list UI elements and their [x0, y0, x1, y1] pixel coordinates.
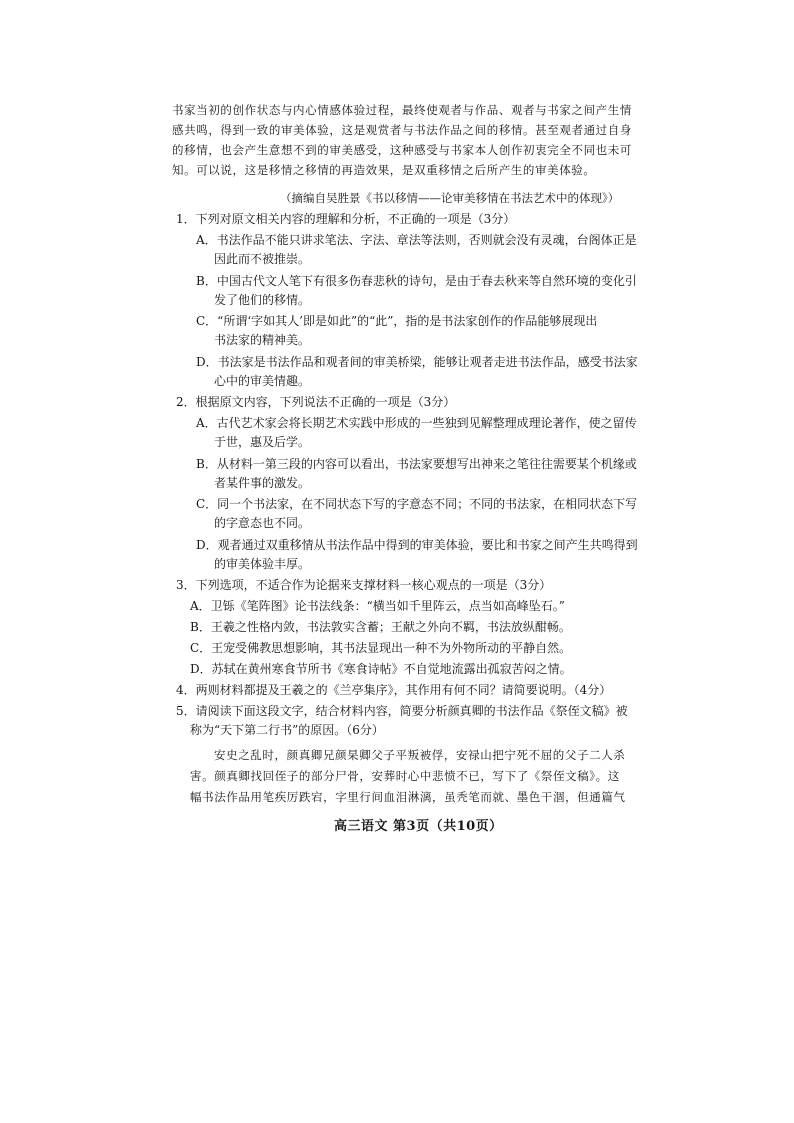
question-5-stem: 5．请阅读下面这段文字，结合材料内容，简要分析颜真卿的书法作品《祭侄文稿》被	[176, 704, 628, 718]
q2-option-d-line1: D．观者通过双重移情从书法作品中得到的审美体验，要比和书家之间产生共鸣得到	[196, 538, 638, 552]
q3-option-a: A．卫铄《笔阵图》论书法线条：“横当如千里阵云，点当如高峰坠石。”	[190, 599, 565, 613]
page-footer: 高三语文 第3页（共10页）	[334, 819, 503, 834]
question-1-stem: 1．下列对原文相关内容的理解和分析，不正确的一项是（3分）	[176, 212, 516, 226]
q2-option-c-line1: C．同一个书法家，在不同状态下写的字意态不同；不同的书法家，在相同状态下写	[196, 497, 638, 511]
q1-option-c-line2: 书法家的精神美。	[214, 333, 311, 347]
q2-option-d-line2: 的审美体验丰厚。	[214, 557, 311, 571]
q1-option-d-line2: 心中的审美情趣。	[214, 374, 311, 388]
q1-option-a-line2: 因此而不被推崇。	[214, 252, 311, 266]
question-3-stem: 3．下列选项，不适合作为论据来支撑材料一核心观点的一项是（3分）	[176, 578, 552, 592]
q1-option-b-line1: B．中国古代文人笔下有很多伤春悲秋的诗句，是由于春去秋来等自然环境的变化引	[196, 274, 637, 288]
q3-option-d: D．苏轼在黄州寒食节所书《寒食诗帖》不自觉地流露出孤寂苦闷之情。	[190, 662, 572, 676]
q3-option-c: C．王宠受佛教思想影响，其书法显现出一种不为外物所动的平静自然。	[190, 641, 572, 655]
excerpt-line: 幅书法作品用笔疾厉跌宕，字里行间血泪淋漓，虽秃笔而就、墨色干涸，但通篇气	[190, 790, 626, 804]
passage-line: 感共鸣，得到一致的审美体验，这是观赏者与书法作品之间的移情。甚至观者通过自身	[172, 123, 632, 137]
passage-source: （摘编自吴胜景《书以移情——论审美移情在书法艺术中的体现》）	[280, 191, 620, 205]
question-4-stem: 4．两则材料都提及王羲之的《兰亭集序》，其作用有何不同？请简要说明。（4分）	[176, 683, 612, 697]
question-2-stem: 2．根据原文内容，下列说法不正确的一项是（3分）	[176, 395, 456, 409]
excerpt-line: 安史之乱时，颜真卿兄颜杲卿父子平叛被俘，安禄山把宁死不屈的父子二人杀	[214, 748, 626, 762]
q2-option-a-line2: 于世，惠及后学。	[214, 435, 311, 449]
passage-line: 知。可以说，这是移情之移情的再造效果，是双重移情之后所产生的审美体验。	[172, 163, 596, 177]
passage-line: 的移情，也会产生意想不到的审美感受，这种感受与书家本人创作初衷完全不同也未可	[172, 143, 632, 157]
q1-option-d-line1: D．书法家是书法作品和观者间的审美桥梁，能够让观者走进书法作品，感受书法家	[196, 355, 638, 369]
q3-option-b: B．王羲之性格内敛，书法敦实含蓄；王献之外向不羁，书法放纵酣畅。	[190, 620, 571, 634]
q1-option-a-line1: A．书法作品不能只讲求笔法、字法、章法等法则，否则就会没有灵魂，台阁体正是	[196, 233, 637, 247]
passage-block	[172, 100, 632, 180]
question-5-stem-cont: 称为“天下第二行书”的原因。（6分）	[190, 723, 384, 737]
q2-option-b-line2: 者某件事的激发。	[214, 476, 311, 490]
excerpt-line: 害。颜真卿找回侄子的部分尸骨，安葬时心中悲愤不已，写下了《祭侄文稿》。这	[190, 769, 620, 783]
q2-option-b-line1: B．从材料一第三段的内容可以看出，书法家要想写出神来之笔往往需要某个机缘或	[196, 457, 637, 471]
q2-option-c-line2: 的字意态也不同。	[214, 516, 311, 530]
q2-option-a-line1: A．古代艺术家会将长期艺术实践中形成的一些独到见解整理成理论著作，使之留传	[196, 416, 637, 430]
q1-option-c-line1: C．“所谓‘字如其人’即是如此”的“此”，指的是书法家创作的作品能够展现出	[196, 314, 598, 328]
q1-option-b-line2: 发了他们的移情。	[214, 293, 311, 307]
passage-line: 书家当初的创作状态与内心情感体验过程，最终使观者与作品、观者与书家之间产生情	[172, 103, 632, 117]
